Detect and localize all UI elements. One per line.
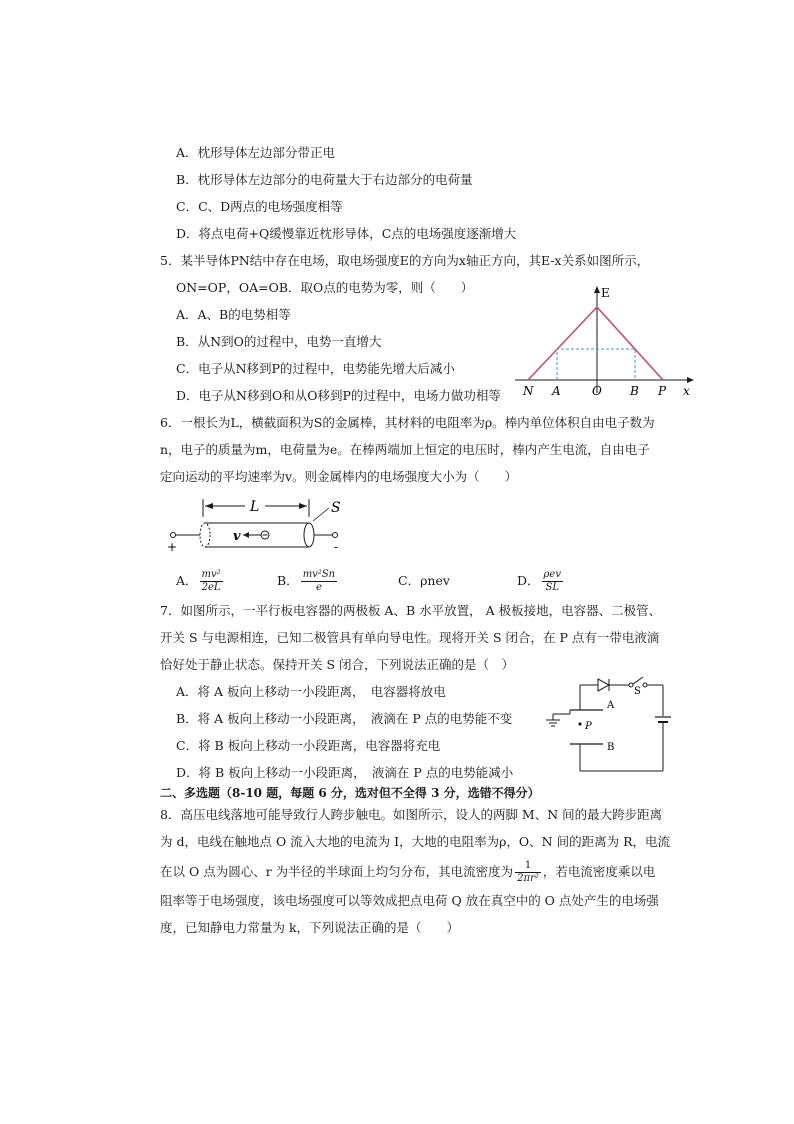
q8-stem-1: 8．高压电线落地可能导致行人跨步触电。如图所示，设人的两脚 M、N 间的最大跨步距离 [160,807,663,822]
q8-stem-3: 在以 O 点为圆心、r 为半径的半球面上均匀分布，其电流密度为 $\frac{1}{\text{2πr²}}$ ，若电流密度乘以电 [160,860,656,884]
section-2-heading: 二、多选题（8-10 题，每题 6 分，选对但不全得 3 分，选错不得分） [160,786,540,800]
q4-option-c: C．C、D两点的电场强度相等 [176,199,343,214]
q5-label-n: N [523,384,534,398]
q6-figure-s-label: S [331,500,341,516]
q4-option-a: A．枕形导体左边部分带正电 [176,145,336,160]
q5-label-a: A [552,384,561,398]
q7-plate-b-label: B [607,742,615,753]
q7-option-a: A．将 A 板向上移动一小段距离， 电容器将放电 [176,684,446,699]
q5-option-d: D．电子从N移到O和从O移到P的过程中，电场力做功相等 [176,388,501,403]
q5-option-a: A．A、B的电势相等 [176,307,291,322]
q6-stem-1: 6．一根长为L，横截面积为S的金属棒，其材料的电阻率为ρ。棒内单位体积自由电子数为 [160,415,655,430]
q8-stem-5: 度，已知静电力常量为 k，下列说法正确的是（ ） [160,920,460,935]
q5-axis-e-label: E [601,286,610,300]
q6-option-c: C．ρnev [398,573,450,588]
q7-point-p-label: P [585,721,592,732]
q7-stem-1: 7．如图所示，一平行板电容器的两极板 A、B 水平放置， A 极板接地，电容器、二极管、 [160,603,662,618]
q6-figure-v-label: v [233,529,241,544]
q7-circuit-figure [543,670,693,775]
q7-option-d: D．将 B 板向上移动一小段距离， 液滴在 P 点的电势能减小 [176,765,514,780]
q6-option-d: D． $\frac{\text{ρev}}{SL}$ [517,569,561,593]
q6-option-a: A． $\frac{\text{mv²}}{2eL}$ [176,569,221,593]
q5-label-o: O [592,384,602,398]
q4-option-d: D．将点电荷+Q缓慢靠近枕形导体，C点的电场强度逐渐增大 [176,226,517,241]
q7-option-c: C．将 B 板向上移动一小段距离，电容器将充电 [176,738,441,753]
q5-label-p: P [658,384,667,398]
q5-option-b: B．从N到O的过程中，电势一直增大 [176,334,382,349]
q6-minus-sign: - [334,540,339,554]
q6-stem-2: n，电子的质量为m，电荷量为e。在棒两端加上恒定的电压时，棒内产生电流，自由电子 [160,442,650,457]
q8-stem-4: 阻率等于电场强度，该电场强度可以等效成把点电荷 Q 放在真空中的 O 点处产生的电场强 [160,893,659,908]
q7-option-b: B．将 A 板向上移动一小段距离， 液滴在 P 点的电势能不变 [176,711,513,726]
q5-stem-1: 5．某半导体PN结中存在电场，取电场强度E的方向为x轴正方向，其E-x关系如图所示， [160,253,650,268]
q5-stem-2: ON=OP，OA=OB．取O点的电势为零，则（ ） [176,280,474,295]
q7-plate-a-label: A [607,700,615,711]
q6-stem-3: 定向运动的平均速率为v。则金属棒内的电场强度大小为（ ） [160,469,518,484]
q6-plus-sign: + [167,540,178,554]
q8-stem-2: 为 d，电线在触地点 O 流入大地的电流为 I，大地的电阻率为ρ，O、N 间的距离为 R，电流 [160,834,670,849]
q6-figure-l-label: L [250,499,260,515]
q7-stem-2: 开关 S 与电源相连，已知二极管具有单向导电性。现将开关 S 闭合，在 P 点有一带电液滴 [160,630,660,645]
q5-label-b: B [630,384,639,398]
q4-option-b: B．枕形导体左边部分的电荷量大于右边部分的电荷量 [176,172,473,187]
q7-stem-3: 恰好处于静止状态。保持开关 S 闭合，下列说法正确的是（ ） [160,657,515,672]
q5-ex-graph [505,283,695,398]
q7-switch-label: S [634,686,641,697]
q5-axis-x-label: x [683,384,690,398]
q5-option-c: C．电子从N移到P的过程中，电势能先增大后减小 [176,361,455,376]
q6-option-b: B． $\frac{\text{mv²Sn}}{e}$ [277,569,336,593]
q6-rod-figure [163,495,353,557]
